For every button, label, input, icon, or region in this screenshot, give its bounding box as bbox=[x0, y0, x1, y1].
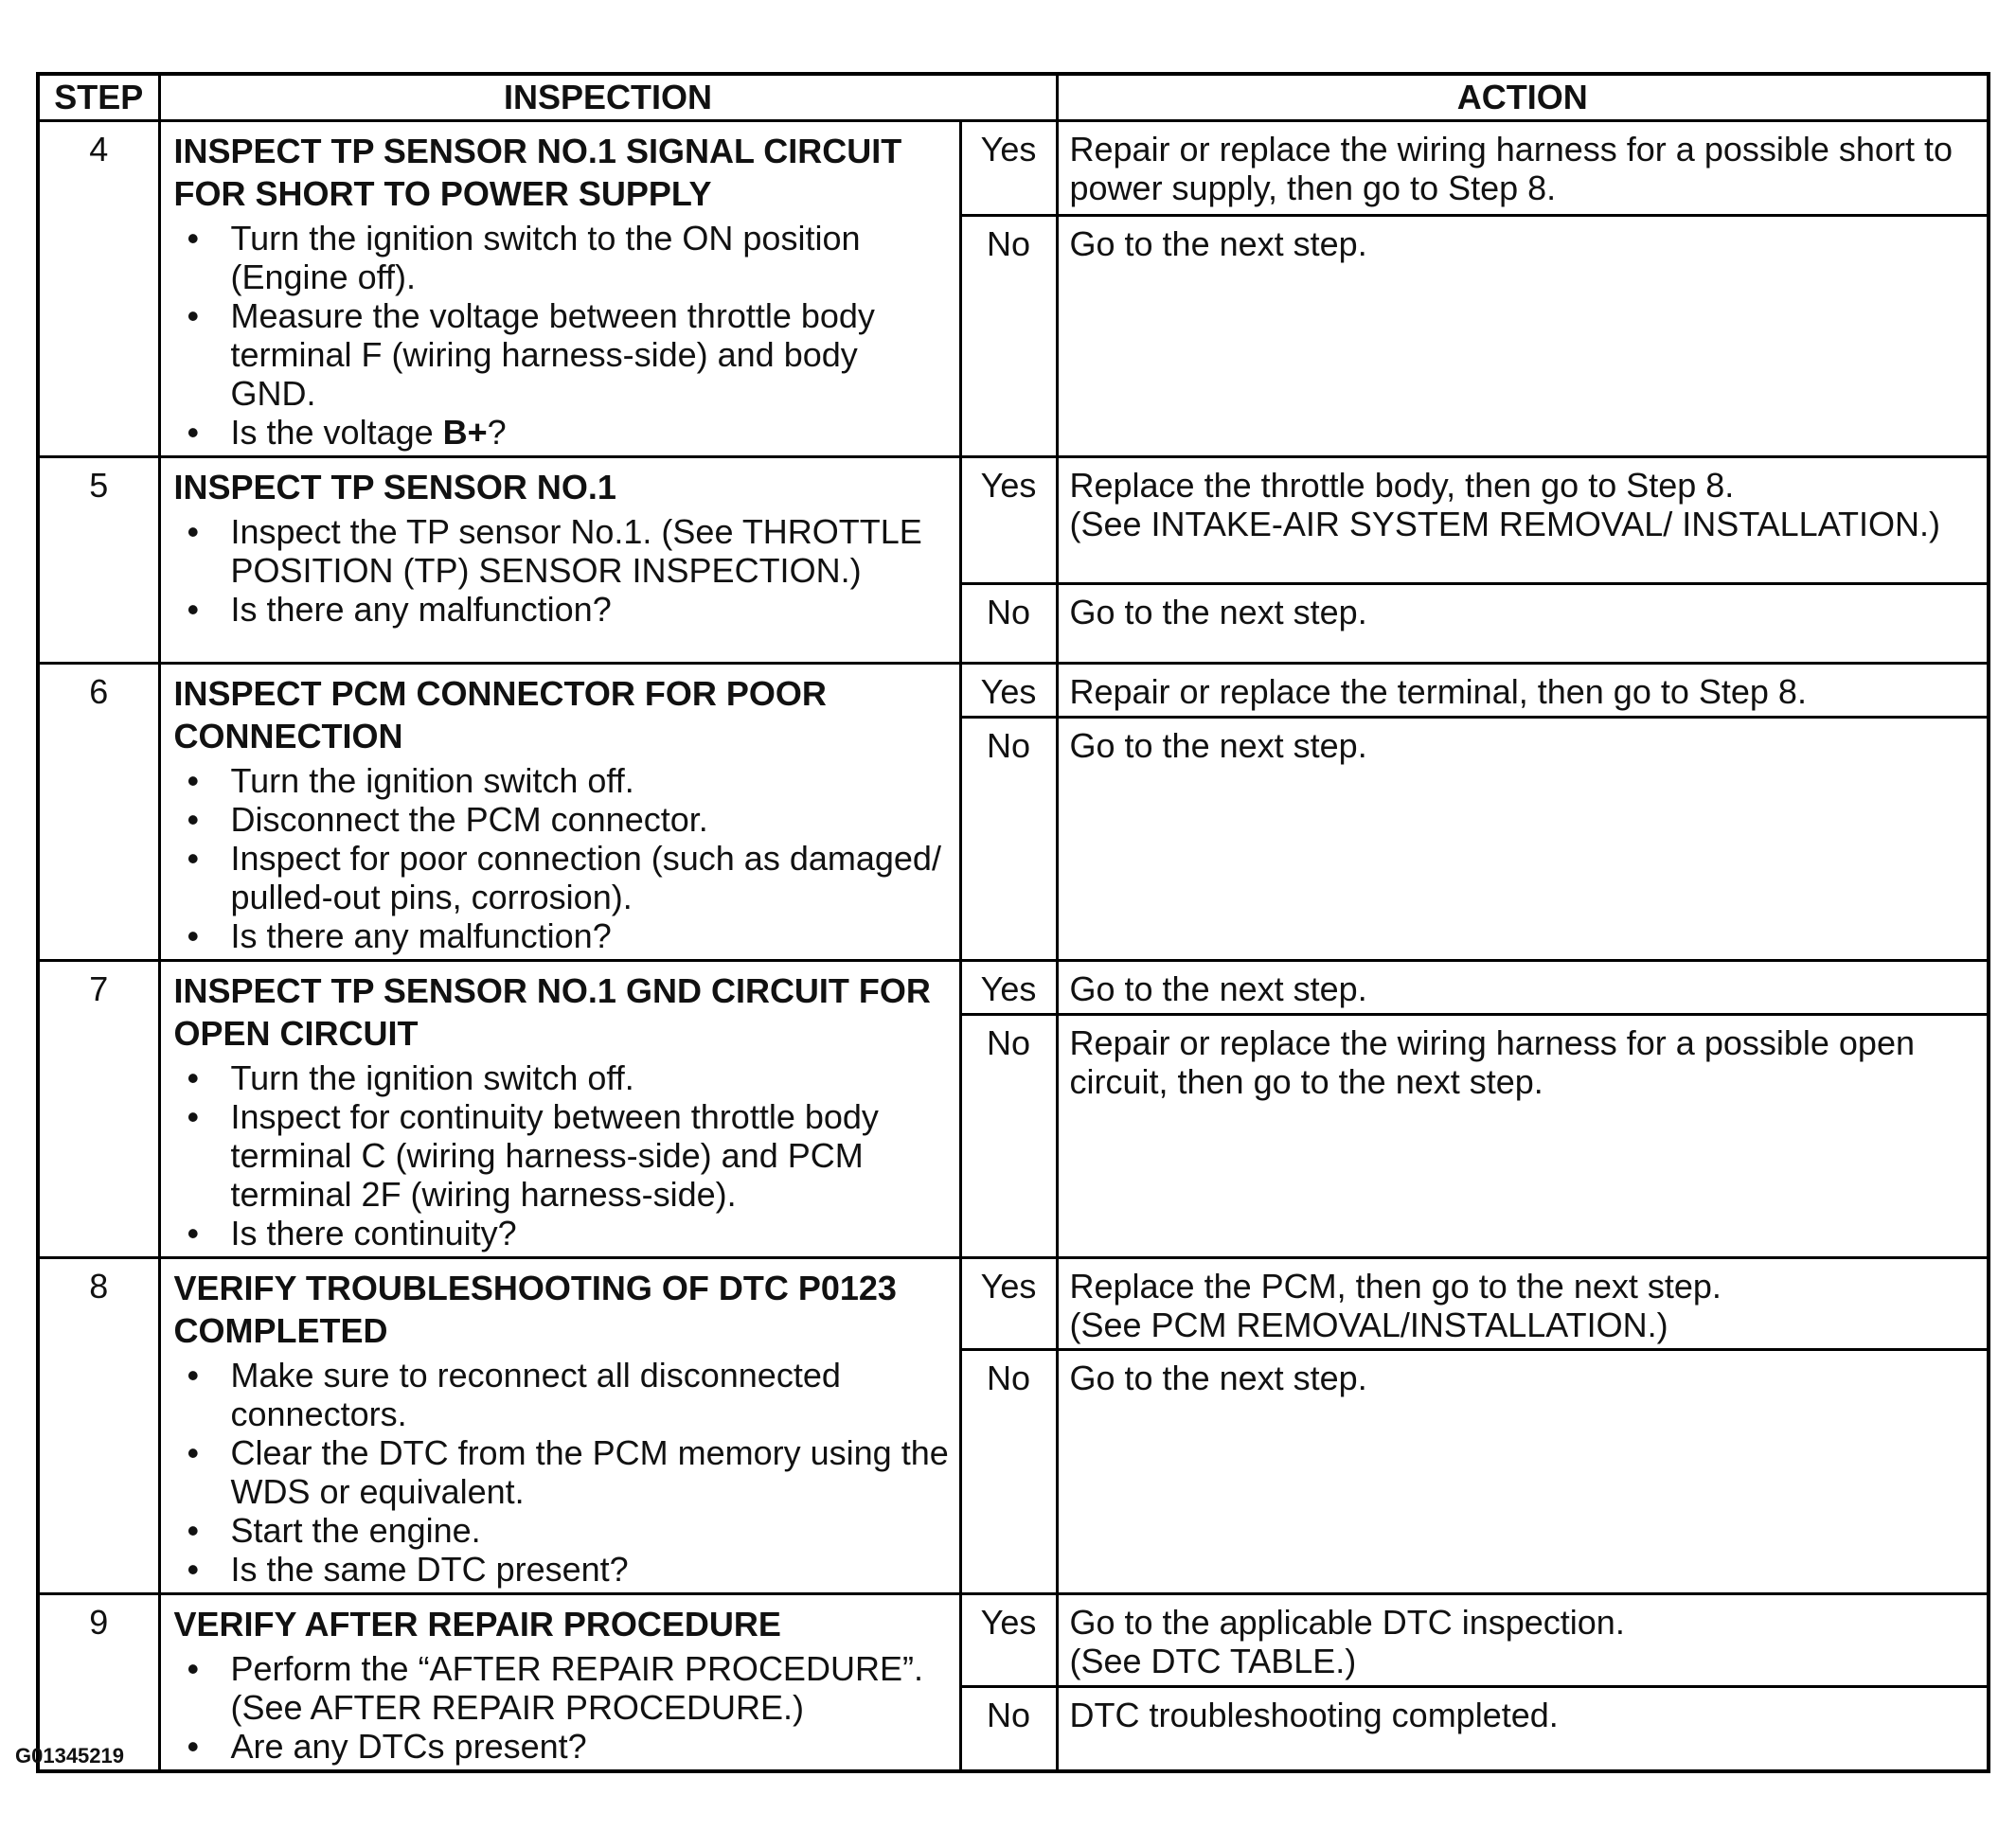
table-row bbox=[38, 1594, 1989, 1687]
no-label: No bbox=[960, 717, 1057, 960]
no-label: No bbox=[960, 1350, 1057, 1594]
inspection-bullet-list bbox=[174, 1649, 952, 1766]
inspection-bullet-text: Perform the “AFTER REPAIR PROCEDURE”. (See AFTER REPAIR PROCEDURE.) bbox=[230, 1649, 923, 1727]
inspection-bullet-list bbox=[174, 1356, 952, 1589]
inspection-title-line: VERIFY TROUBLESHOOTING OF DTC P0123 bbox=[173, 1269, 897, 1307]
inspection-bullet-list bbox=[174, 761, 952, 955]
inspection-bullet-text: Start the engine. bbox=[230, 1511, 481, 1550]
inspection-bullet-text: Is there continuity? bbox=[230, 1214, 517, 1253]
inspection-bullet-list bbox=[174, 219, 952, 452]
action-text: Replace the PCM, then go to the next step. bbox=[1069, 1267, 1722, 1306]
step-number: 6 bbox=[38, 664, 159, 961]
bullet-icon: • bbox=[187, 1511, 200, 1550]
yes-label: Yes bbox=[960, 961, 1057, 1015]
bullet-icon: • bbox=[187, 1550, 200, 1589]
inspection-bullet bbox=[174, 1649, 952, 1727]
header-step: STEP bbox=[38, 74, 159, 121]
bullet-icon: • bbox=[187, 916, 200, 955]
inspection-title-line: OPEN CIRCUIT bbox=[173, 1014, 419, 1053]
action-text: (See PCM REMOVAL/INSTALLATION.) bbox=[1069, 1306, 1668, 1344]
inspection-title-line: INSPECT TP SENSOR NO.1 SIGNAL CIRCUIT bbox=[173, 132, 902, 170]
inspection-bullet-text: Is there any malfunction? bbox=[230, 916, 612, 955]
action-text: Repair or replace the terminal, then go to Step 8. bbox=[1069, 672, 1807, 711]
yes-action bbox=[1057, 121, 1989, 216]
no-action bbox=[1057, 1014, 1989, 1257]
yes-label: Yes bbox=[960, 121, 1057, 216]
bullet-icon: • bbox=[187, 839, 200, 878]
inspection-bullet bbox=[174, 1214, 952, 1253]
inspection-bullet bbox=[174, 916, 952, 955]
step-number: 9 bbox=[38, 1594, 159, 1772]
bullet-icon: • bbox=[187, 800, 200, 839]
inspection-bullet bbox=[174, 1511, 952, 1550]
no-action bbox=[1057, 717, 1989, 960]
step-number: 4 bbox=[38, 121, 159, 457]
action-text: Replace the throttle body, then go to Step 8. bbox=[1069, 466, 1735, 505]
inspection-title-line: INSPECT TP SENSOR NO.1 GND CIRCUIT FOR bbox=[173, 971, 931, 1010]
inspection-title-line: VERIFY AFTER REPAIR PROCEDURE bbox=[173, 1605, 781, 1643]
inspection-bullet bbox=[174, 296, 952, 413]
inspection-bullet-text: Inspect for continuity between throttle body terminal C (wiring harness-side) and PCM terminal 2F (wiring harness-side). bbox=[230, 1097, 879, 1214]
action-text: Go to the next step. bbox=[1069, 725, 1367, 765]
no-label: No bbox=[960, 584, 1057, 664]
no-label: No bbox=[960, 216, 1057, 457]
inspection-title-line: INSPECT TP SENSOR NO.1 bbox=[173, 468, 616, 506]
inspection-bullet-text: Is the same DTC present? bbox=[230, 1550, 629, 1589]
bullet-icon: • bbox=[187, 296, 200, 335]
table-row bbox=[38, 1258, 1989, 1350]
inspection-title-line: COMPLETED bbox=[173, 1311, 388, 1350]
yes-action bbox=[1057, 664, 1989, 718]
inspection-bullet bbox=[174, 1433, 952, 1511]
inspection-title-line: INSPECT PCM CONNECTOR FOR POOR bbox=[173, 674, 827, 713]
inspection-title bbox=[174, 1267, 952, 1352]
bullet-icon: • bbox=[187, 219, 200, 258]
inspection-title bbox=[174, 1603, 952, 1645]
inspection-bullet-text: Turn the ignition switch to the ON position (Engine off). bbox=[230, 219, 861, 296]
action-text: DTC troubleshooting completed. bbox=[1069, 1696, 1559, 1735]
inspection-title bbox=[174, 969, 952, 1055]
yes-label: Yes bbox=[960, 664, 1057, 718]
action-text: Go to the next step. bbox=[1069, 224, 1367, 264]
inspection-bullet bbox=[174, 1550, 952, 1589]
inspection-cell bbox=[159, 121, 960, 457]
inspection-bullet bbox=[174, 413, 952, 452]
action-text: Repair or replace the wiring harness for a possible open circuit, then go to the next step. bbox=[1069, 1022, 1915, 1101]
inspection-bullet bbox=[174, 800, 952, 839]
inspection-bullet-text: Measure the voltage between throttle body terminal F (wiring harness-side) and body GND. bbox=[230, 296, 875, 413]
inspection-cell bbox=[159, 1594, 960, 1772]
no-action bbox=[1057, 216, 1989, 457]
yes-action bbox=[1057, 961, 1989, 1015]
action-text: Go to the next step. bbox=[1069, 969, 1367, 1008]
step-number: 8 bbox=[38, 1258, 159, 1594]
bullet-icon: • bbox=[187, 1356, 200, 1395]
no-label: No bbox=[960, 1014, 1057, 1257]
inspection-bullet-text: Turn the ignition switch off. bbox=[230, 1058, 634, 1097]
action-text: Repair or replace the wiring harness for a possible short to power supply, then go to Step 8. bbox=[1069, 130, 1953, 207]
bullet-icon: • bbox=[187, 1433, 200, 1472]
no-label: No bbox=[960, 1687, 1057, 1771]
table-row bbox=[38, 961, 1989, 1015]
bullet-icon: • bbox=[187, 413, 200, 452]
inspection-bullet-text: Is the voltage B+? bbox=[230, 413, 507, 452]
inspection-bullet-list bbox=[174, 512, 952, 629]
yes-action bbox=[1057, 457, 1989, 584]
yes-action bbox=[1057, 1594, 1989, 1687]
action-text: Go to the next step. bbox=[1069, 1359, 1367, 1397]
inspection-bullet-text: Turn the ignition switch off. bbox=[230, 761, 634, 800]
step-number: 7 bbox=[38, 961, 159, 1258]
inspection-title bbox=[174, 466, 952, 508]
inspection-bullet bbox=[174, 1097, 952, 1214]
dtc-troubleshooting-table-wrap bbox=[36, 72, 1987, 1773]
bullet-icon: • bbox=[187, 1097, 200, 1136]
action-text: (See DTC TABLE.) bbox=[1069, 1642, 1357, 1680]
yes-label: Yes bbox=[960, 1594, 1057, 1687]
inspection-bullet-text: Inspect for poor connection (such as damaged/ pulled-out pins, corrosion). bbox=[230, 839, 941, 916]
action-text: (See INTAKE-AIR SYSTEM REMOVAL/ INSTALLATION.) bbox=[1069, 505, 1941, 543]
action-text: Go to the next step. bbox=[1069, 593, 1367, 631]
bullet-icon: • bbox=[187, 761, 200, 800]
table-body bbox=[38, 121, 1989, 1772]
inspection-title-line: FOR SHORT TO POWER SUPPLY bbox=[173, 174, 712, 213]
dtc-troubleshooting-table bbox=[36, 72, 1990, 1773]
inspection-bullet bbox=[174, 219, 952, 296]
inspection-bullet-text: Are any DTCs present? bbox=[230, 1727, 587, 1766]
action-text: Go to the applicable DTC inspection. bbox=[1069, 1603, 1625, 1642]
bullet-icon: • bbox=[187, 1214, 200, 1253]
inspection-title bbox=[174, 130, 952, 215]
yes-label: Yes bbox=[960, 457, 1057, 584]
table-row bbox=[38, 457, 1989, 584]
inspection-bullet-text: Is there any malfunction? bbox=[230, 590, 612, 629]
table-header-row bbox=[38, 74, 1989, 121]
inspection-cell bbox=[159, 1258, 960, 1594]
inspection-bullet-text: Disconnect the PCM connector. bbox=[230, 800, 708, 839]
header-inspection: INSPECTION bbox=[159, 74, 1057, 121]
yes-label: Yes bbox=[960, 1258, 1057, 1350]
header-action: ACTION bbox=[1057, 74, 1989, 121]
inspection-bullet-list bbox=[174, 1058, 952, 1253]
inspection-bullet-text: Make sure to reconnect all disconnected connectors. bbox=[230, 1356, 841, 1433]
inspection-title bbox=[174, 672, 952, 757]
inspection-bullet bbox=[174, 761, 952, 800]
bullet-icon: • bbox=[187, 1649, 200, 1688]
yes-action bbox=[1057, 1258, 1989, 1350]
inspection-bullet bbox=[174, 1727, 952, 1766]
inspection-bullet-text: Clear the DTC from the PCM memory using the WDS or equivalent. bbox=[230, 1433, 949, 1511]
table-row bbox=[38, 664, 1989, 718]
inspection-cell bbox=[159, 457, 960, 664]
inspection-cell bbox=[159, 664, 960, 961]
inspection-bullet bbox=[174, 512, 952, 590]
bullet-icon: • bbox=[187, 590, 200, 629]
inspection-bullet-text: Inspect the TP sensor No.1. (See THROTTLE POSITION (TP) SENSOR INSPECTION.) bbox=[230, 512, 922, 590]
inspection-bullet bbox=[174, 590, 952, 629]
no-action bbox=[1057, 1350, 1989, 1594]
step-number: 5 bbox=[38, 457, 159, 664]
bullet-icon: • bbox=[187, 1058, 200, 1097]
no-action bbox=[1057, 1687, 1989, 1771]
no-action bbox=[1057, 584, 1989, 664]
figure-id: G01345219 bbox=[15, 1744, 124, 1768]
inspection-title-line: CONNECTION bbox=[173, 717, 403, 755]
inspection-bullet bbox=[174, 839, 952, 916]
inspection-bullet bbox=[174, 1058, 952, 1097]
bullet-icon: • bbox=[187, 1727, 200, 1766]
inspection-bullet bbox=[174, 1356, 952, 1433]
inspection-cell bbox=[159, 961, 960, 1258]
table-row bbox=[38, 121, 1989, 216]
bullet-icon: • bbox=[187, 512, 200, 551]
